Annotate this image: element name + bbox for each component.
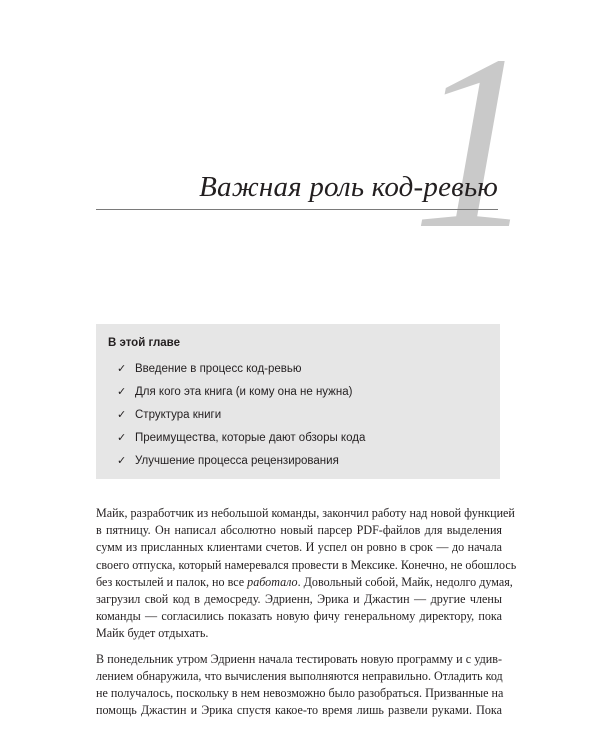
text-line: в пятницу. Он написал абсолютно новый парсер PDF-файлов для выделения: [96, 523, 502, 538]
title-rule: [96, 209, 498, 210]
paragraph-gap: [96, 643, 502, 651]
topics-list: [108, 357, 500, 472]
checkmark-icon: ✓: [117, 408, 127, 421]
topic-label: Для кого эта книга (и кому она не нужна): [135, 385, 353, 398]
paragraph-1: [96, 505, 517, 643]
topic-label: Структура книги: [135, 408, 222, 421]
paragraph-2: [96, 651, 502, 720]
text-line: не получалось, поскольку в нем невозможно было разобраться. Призванные на: [96, 686, 504, 701]
chapter-number: 1: [412, 4, 537, 281]
text-segment: . Довольный собой, Майк, недолго думая,: [297, 574, 513, 589]
checkmark-icon: ✓: [117, 362, 127, 375]
checkmark-icon: ✓: [117, 454, 127, 467]
topic-label: Преимущества, которые дают обзоры кода: [135, 431, 366, 444]
in-this-chapter-box: [96, 324, 500, 479]
text-segment: без костылей и палок, но все: [96, 574, 248, 589]
topic-item: [108, 449, 500, 472]
topic-item: [108, 426, 500, 449]
text-line: помощь Джастин и Эрика спустя какое-то время лишь развели руками. Пока: [96, 703, 502, 718]
topic-label: Введение в процесс код-ревью: [135, 362, 302, 375]
text-line: загрузил свой код в демосреду. Эдриенн, Эрика и Джастин — другие члены: [96, 592, 502, 607]
text-line: Майк будет отдыхать.: [96, 626, 209, 641]
text-line: сумм из присланных клиентами счетов. И успел он ровно в срок — до начала: [96, 540, 502, 555]
text-line: команды — согласились показать новую фичу генеральному директору, пока: [96, 609, 502, 624]
chapter-title: Важная роль код-ревью: [199, 171, 498, 203]
checkmark-icon: ✓: [117, 385, 127, 398]
text-line: [96, 574, 513, 591]
topic-item: [108, 380, 500, 403]
emphasized-word: работало: [247, 574, 298, 589]
checkmark-icon: ✓: [117, 431, 127, 444]
in-this-chapter-heading: В этой главе: [108, 337, 180, 349]
body-text: [96, 505, 517, 719]
topic-item: [108, 403, 500, 426]
text-line: своего отпуска, который намеревался провести в Мексике. Конечно, не обошлось: [96, 557, 517, 572]
text-line: Майк, разработчик из небольшой команды, закончил работу над новой функцией: [96, 506, 515, 520]
text-line: В понедельник утром Эдриенн начала тестировать новую программу и с удив-: [96, 651, 502, 666]
topic-item: [108, 357, 500, 380]
topic-label: Улучшение процесса рецензирования: [135, 454, 339, 467]
text-line: лением обнаружила, что вычисления выполняются неправильно. Отладить код: [96, 668, 503, 683]
